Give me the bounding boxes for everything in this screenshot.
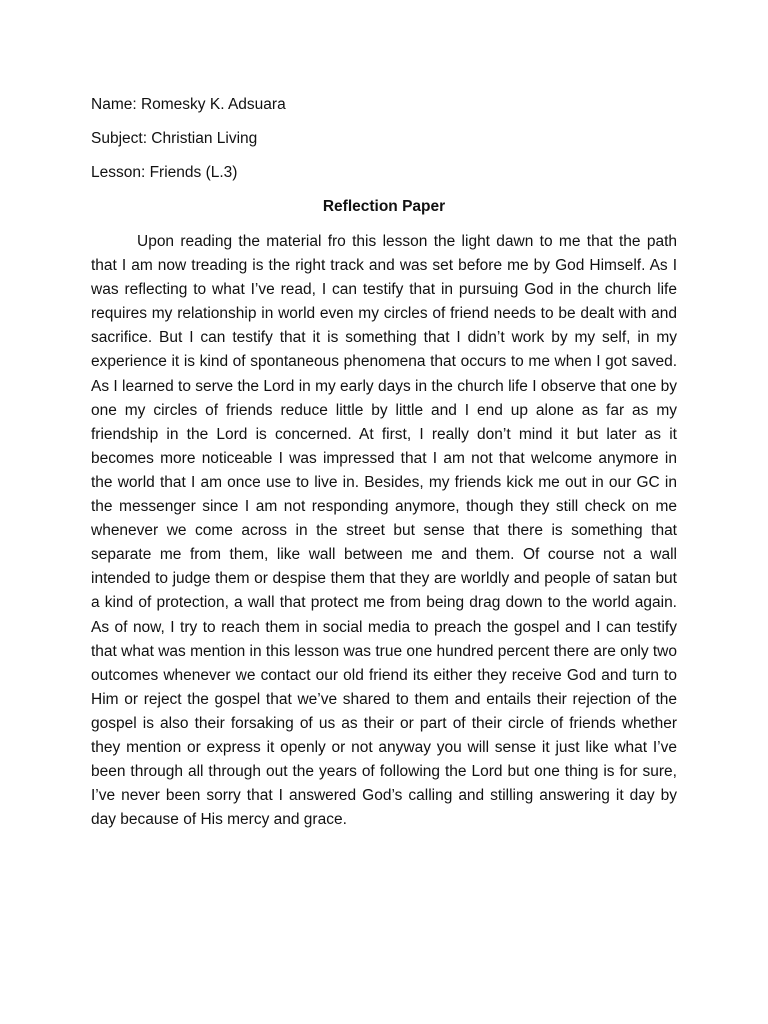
subject-line: Subject: Christian Living <box>91 130 258 147</box>
student-name: Name: Romesky K. Adsuara <box>91 96 286 113</box>
lesson-line: Lesson: Friends (L.3) <box>91 164 238 181</box>
paper-title: Reflection Paper <box>322 198 446 215</box>
reflection-body: Upon reading the material fro this lesson the light dawn to me that the path that I am now treading is the right track and was set before me by God Himself. As I was reflecting to what I’ve read, I can testify that in pursuing God in the church life requires my relationship in world even my circles of friend needs to be dealt with and sacrifice. But I can testify that it is something that I didn’t work by my self, in my experience it is kind of spontaneous phenomena that occurs to me when I got saved. As I learned to serve the Lord in my early days in the church life I observe that one by one my circles of friends reduce little by little and I end up alone as far as my friendship in the Lord is concerned. At first, I really don’t mind it but later as it becomes more noticeable I was impressed that I am not that welcome anymore in the world that I am once use to live in. Besides, my friends kick me out in our GC in the messenger since I am not responding anymore, though they still check on me whenever we come across in the street but sense that there is something that separate me from them, like wall between me and them. Of course not a wall intended to judge them or despise them that they are worldly and people of satan but a kind of protection, a wall that protect me from being drag down to the world again. As of now, I try to reach them in social media to preach the gospel and I can testify that what was mention in this lesson was true one hundred percent there are only two outcomes whenever we contact our old friend its either they receive God and turn to Him or reject the gospel that we’ve shared to them and entails their rejection of the gospel is also their forsaking of us as their or part of their circle of friends whether they mention or express it openly or not anyway you will sense it just like what I’ve been through all through out the years of following the Lord but one thing is for sure, I’ve never been sorry that I answered God’s calling and stilling answering it day by day because of His mercy and grace. <box>91 233 677 829</box>
